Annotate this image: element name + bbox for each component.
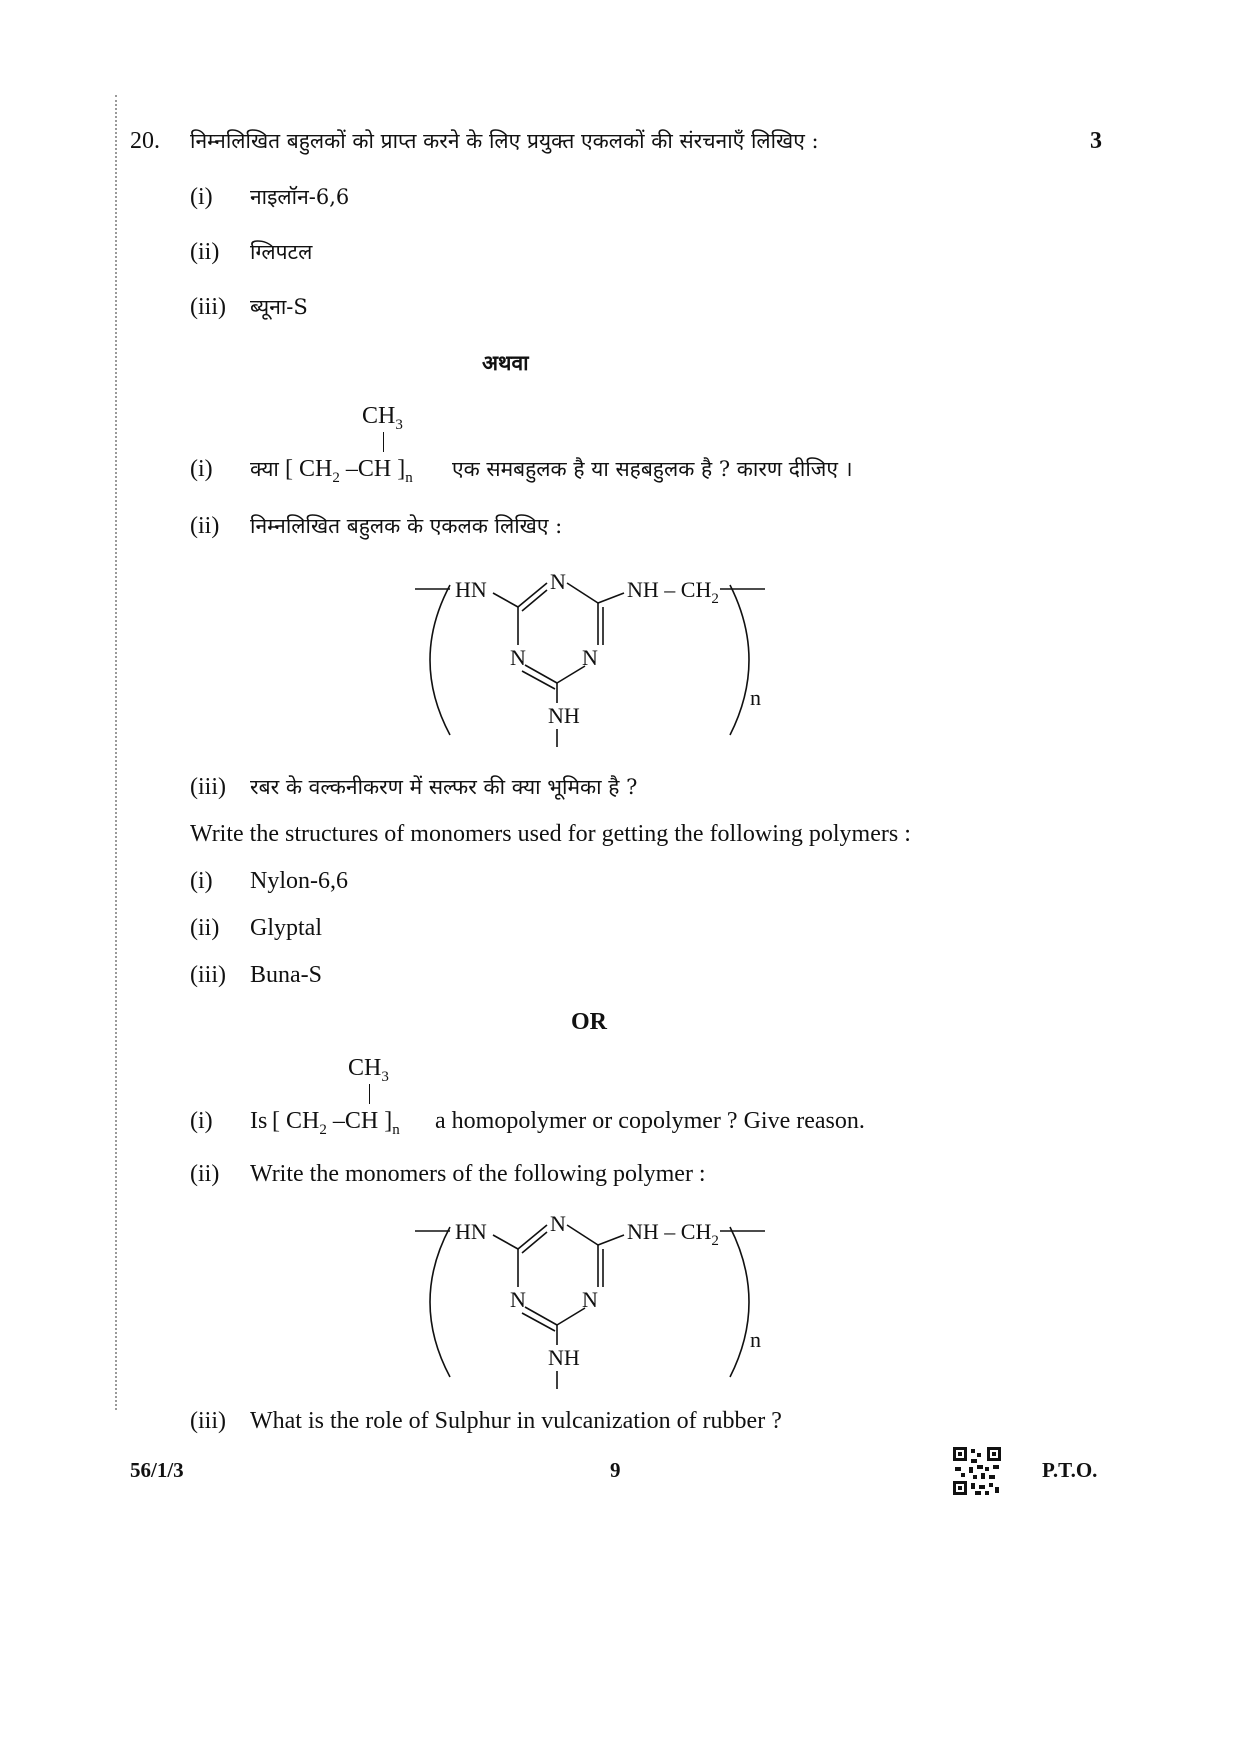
qr-code-icon [953,1447,1001,1495]
english-item-text-3: Buna-S [250,962,322,988]
hindi-item-label-3: (iii) [190,294,226,320]
ring-n-top: N [550,569,566,594]
english-item-text-1: Nylon-6,6 [250,868,348,894]
hindi-alt-text-2: निम्नलिखित बहुलक के एकलक लिखिए : [250,514,563,538]
question-marks: 3 [1090,128,1102,154]
nh-ch2-label: NH – $CH_2$ [627,1219,719,1249]
hn-label: HN [455,577,487,602]
english-item-label-2: (ii) [190,915,220,941]
english-or: OR [571,1009,607,1035]
formula-bond-en [369,1084,370,1104]
english-alt-label-1: (i) [190,1108,213,1134]
ring-n-left: N [510,645,526,670]
hindi-alt-label-1: (i) [190,456,213,482]
english-alt-text-3: What is the role of Sulphur in vulcanization of rubber ? [250,1408,782,1434]
english-item-text-2: Glyptal [250,915,322,941]
english-alt-label-2: (ii) [190,1161,220,1187]
nh-bottom-label: NH [548,703,580,728]
english-alt-text-2: Write the monomers of the following polymer : [250,1161,706,1187]
melamine-structure-en [410,1207,790,1397]
bracket-open-icon: [ [272,1108,280,1134]
formula-ch3-en: $CH_3$ [348,1055,389,1085]
hindi-item-label-2: (ii) [190,239,220,265]
nh-ch2-label: NH – $CH_2$ [627,577,719,607]
formula-line-en: [ $CH_2$ –CH ]$_n$ [272,1108,400,1138]
hindi-alt-label-3: (iii) [190,774,226,800]
hindi-alt-pre-1: क्या [250,457,279,481]
hindi-item-text-1: नाइलॉन-6,6 [250,185,350,209]
bracket-close-icon: ] [384,1108,393,1134]
formula-bond-hi [383,432,384,452]
nh-bottom-label: NH [548,1345,580,1370]
english-item-label-3: (iii) [190,962,226,988]
repeat-n: n [750,1327,761,1352]
hindi-alt-post-1: एक समबहुलक है या सहबहुलक है ? कारण दीजिए । [452,457,853,481]
hindi-item-text-3: ब्यूना-S [250,295,308,319]
pto-label: P.T.O. [1042,1458,1098,1482]
hindi-question-stem: निम्नलिखित बहुलकों को प्राप्त करने के लिए प्रयुक्त एकलकों की संरचनाएँ लिखिए : [190,129,819,153]
hindi-item-text-2: ग्लिपटल [250,240,313,264]
repeat-n: n [750,685,761,710]
bracket-open-icon: [ [285,456,293,482]
margin-strip [115,95,119,1410]
hn-label: HN [455,1219,487,1244]
hindi-item-label-1: (i) [190,184,213,210]
question-number: 20. [130,128,160,154]
english-alt-pre-1: Is [250,1108,268,1134]
hindi-or: अथवा [482,350,529,375]
ring-n-top: N [550,1211,566,1236]
hindi-alt-label-2: (ii) [190,513,220,539]
ring-n-right: N [582,645,598,670]
bracket-close-icon: ] [397,456,406,482]
english-alt-label-3: (iii) [190,1408,226,1434]
english-question-stem: Write the structures of monomers used for getting the following polymers : [190,821,911,847]
english-item-label-1: (i) [190,868,213,894]
ring-n-right: N [582,1287,598,1312]
formula-line-hi: [ $CH_2$ –CH ]$_n$ [285,456,413,486]
paper-code: 56/1/3 [130,1458,184,1482]
english-alt-post-1: a homopolymer or copolymer ? Give reason. [435,1108,865,1134]
melamine-structure-hi [410,565,790,755]
ring-n-left: N [510,1287,526,1312]
page-number: 9 [610,1458,621,1482]
hindi-alt-text-3: रबर के वल्कनीकरण में सल्फर की क्या भूमिका है ? [250,775,638,799]
formula-ch3-hi: $CH_3$ [362,403,403,433]
